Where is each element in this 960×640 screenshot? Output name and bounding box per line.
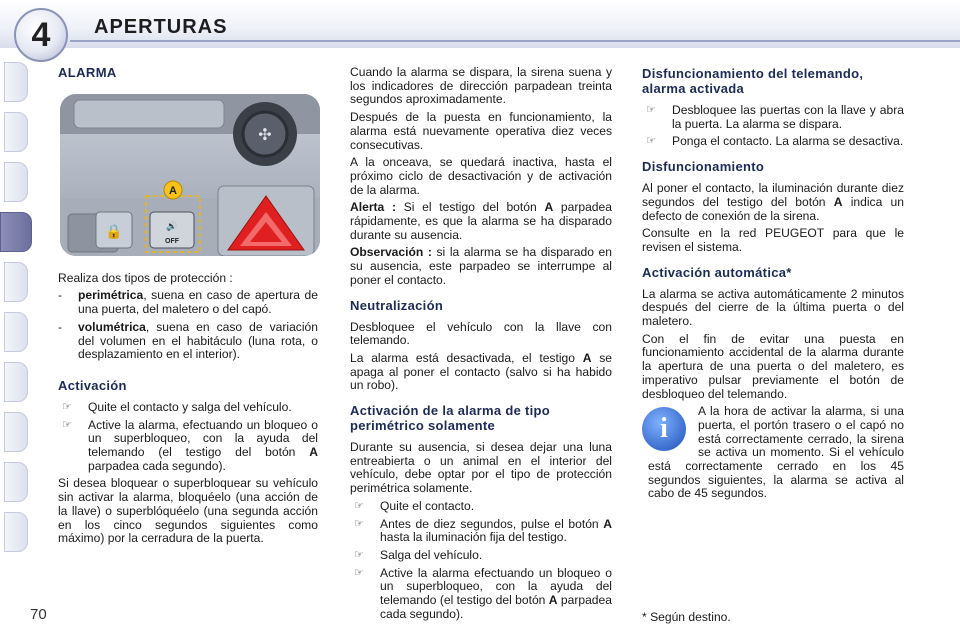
section-title-malfunction: Disfuncionamiento xyxy=(642,159,765,175)
protection-item-perimetric: - perimétrica, suena en caso de apertura de una puerta, del maletero o del capó. xyxy=(58,288,318,317)
footnote: * Según destino. xyxy=(642,610,731,624)
pointing-hand-icon: ☞ xyxy=(62,418,72,431)
chapter-tab-5[interactable] xyxy=(4,262,28,302)
info-note-text: A la hora de activar la alarma, si una puerta, el portón trasero o el capó no está correctamente cerrado, la sirena se activa un momento. Si el vehículo está correctamente cerrado en los 45 segundos siguientes, la alarma se activa al cabo de 45 segundos. xyxy=(648,404,904,501)
pointing-hand-icon: ☞ xyxy=(354,566,364,579)
dash-mark: - xyxy=(58,288,63,303)
dashboard-photo xyxy=(60,94,320,256)
remote-malfunction-step-2: ☞ Ponga el contacto. La alarma se desactiva. xyxy=(646,134,904,149)
chapter-side-tabs xyxy=(0,62,30,582)
column-right xyxy=(642,66,904,505)
section-title-neutralizacion: Neutralización xyxy=(350,297,444,313)
pointing-hand-icon: ☞ xyxy=(354,517,364,530)
alert-paragraph: Alerta : Si el testigo del botón A parpadea rápidamente, es que la alarma se ha disparado durante su ausencia. xyxy=(350,200,612,242)
alarm-off-button-text: OFF xyxy=(165,237,179,245)
page-number: 70 xyxy=(30,606,47,623)
chapter-tab-3[interactable] xyxy=(4,162,28,202)
rearm-text: Después de la puesta en funcionamiento, la alarma está nuevamente operativa diez veces consecutivas. xyxy=(350,110,612,152)
perimetric-step-2: ☞ Antes de diez segundos, pulse el botón A hasta la iluminación fija del testigo. xyxy=(354,516,612,545)
chapter-tab-4-active[interactable] xyxy=(0,212,32,252)
chapter-tab-1[interactable] xyxy=(4,62,28,102)
trigger-text: Cuando la alarma se dispara, la sirena suena y los indicadores de dirección parpadean treinta segundos aproximadamente. xyxy=(350,65,612,107)
info-note xyxy=(642,405,904,501)
chapter-tab-8[interactable] xyxy=(4,412,28,452)
intro-text: Realiza dos tipos de protección : xyxy=(58,270,233,285)
pointing-hand-icon: ☞ xyxy=(62,400,72,413)
activation-step-1: ☞ Quite el contacto y salga del vehículo. xyxy=(62,399,292,414)
chapter-tab-7[interactable] xyxy=(4,362,28,402)
header-rule xyxy=(70,40,960,42)
protection-item-volumetric: - volumétrica, suena en caso de variación del volumen en el habitáculo (luna rota, o desplazamiento en el interior). xyxy=(58,319,318,362)
section-title-perimetric-only: Activación de la alarma de tipo perimétrico solamente xyxy=(350,403,551,434)
column-middle xyxy=(350,66,612,626)
dash-mark: - xyxy=(58,319,63,334)
section-title-alarma: ALARMA xyxy=(58,65,117,80)
malfunction-text-1: Al poner el contacto, la iluminación durante diez segundos del testigo del botón A indica un defecto de conexión de la sirena. xyxy=(642,181,904,223)
svg-text:🔒: 🔒 xyxy=(105,223,123,240)
observation-paragraph: Observación : si la alarma se ha disparado en su ausencia, este parpadeo se interrumpe al poner el contacto. xyxy=(350,245,613,287)
pointing-hand-icon: ☞ xyxy=(646,135,656,148)
neutral-text-1: Desbloquee el vehículo con la llave con telemando. xyxy=(350,319,612,348)
svg-text:✣: ✣ xyxy=(258,124,272,144)
chapter-number-badge: 4 xyxy=(14,8,68,62)
chapter-title: APERTURAS xyxy=(94,16,228,38)
chapter-tab-2[interactable] xyxy=(4,112,28,152)
chapter-tab-10[interactable] xyxy=(4,512,28,552)
perimetric-step-4: ☞ Active la alarma efectuando un bloqueo o un superbloqueo, con la ayuda del telemando (el testigo del botón A parpadea cada segundo). xyxy=(354,565,612,621)
dashboard-illustration xyxy=(60,94,320,256)
svg-text:🔊: 🔊 xyxy=(166,221,178,232)
section-title-remote-malfunction: Disfuncionamiento del telemando, alarma activada xyxy=(642,66,864,96)
activation-step-2: ☞ Active la alarma, efectuando un bloqueo o un superbloqueo, con la ayuda del telemando (el testigo del botón A parpadea cada segundo). xyxy=(62,417,318,473)
callout-letter-a: A xyxy=(169,184,177,197)
inactive-text: A la onceava, se quedará inactiva, hasta el próximo ciclo de desactivación y de activación de la alarma. xyxy=(350,155,612,197)
auto-activation-text-1: La alarma se activa automáticamente 2 minutos después del cierre de la última puerta o del maletero. xyxy=(642,286,904,329)
section-title-activacion: Activación xyxy=(58,377,127,393)
chapter-tab-6[interactable] xyxy=(4,312,28,352)
remote-malfunction-step-1: ☞ Desbloquee las puertas con la llave y abra la puerta. La alarma se dispara. xyxy=(646,103,904,131)
auto-activation-text-2: Con el fin de evitar una puesta en funcionamiento accidental de la alarma durante la apertura de una puerta o del maletero, es imperativo pulsar previamente el botón de desbloqueo del telemando. xyxy=(642,331,904,401)
neutral-text-2: La alarma está desactivada, el testigo A se apaga al poner el contacto (salvo si ha habido un robo). xyxy=(350,350,612,393)
column-left xyxy=(58,66,318,550)
pointing-hand-icon: ☞ xyxy=(354,548,364,561)
superlock-text: Si desea bloquear o superbloquear su vehículo sin activar la alarma, bloquéelo (una acción de la llave) o superblóquéelo (una segunda acción en los cinco segundos siguientes como máximo) por la cerradura de la puerta. xyxy=(58,476,318,546)
malfunction-text-2: Consulte en la red PEUGEOT para que le revisen el sistema. xyxy=(642,226,904,254)
pointing-hand-icon: ☞ xyxy=(646,104,656,116)
perimetric-step-3: ☞ Salga del vehículo. xyxy=(354,547,483,562)
info-icon: i xyxy=(642,407,686,451)
pointing-hand-icon: ☞ xyxy=(354,499,364,512)
perimetric-intro: Durante su ausencia, si desea dejar una luna entreabierta o un animal en el interior del vehículo, debe optar por el tipo de protección perimétrica solamente. xyxy=(350,440,612,496)
section-title-automatic-activation: Activación automática* xyxy=(642,264,792,280)
chapter-tab-9[interactable] xyxy=(4,462,28,502)
perimetric-step-1: ☞ Quite el contacto. xyxy=(354,498,475,513)
